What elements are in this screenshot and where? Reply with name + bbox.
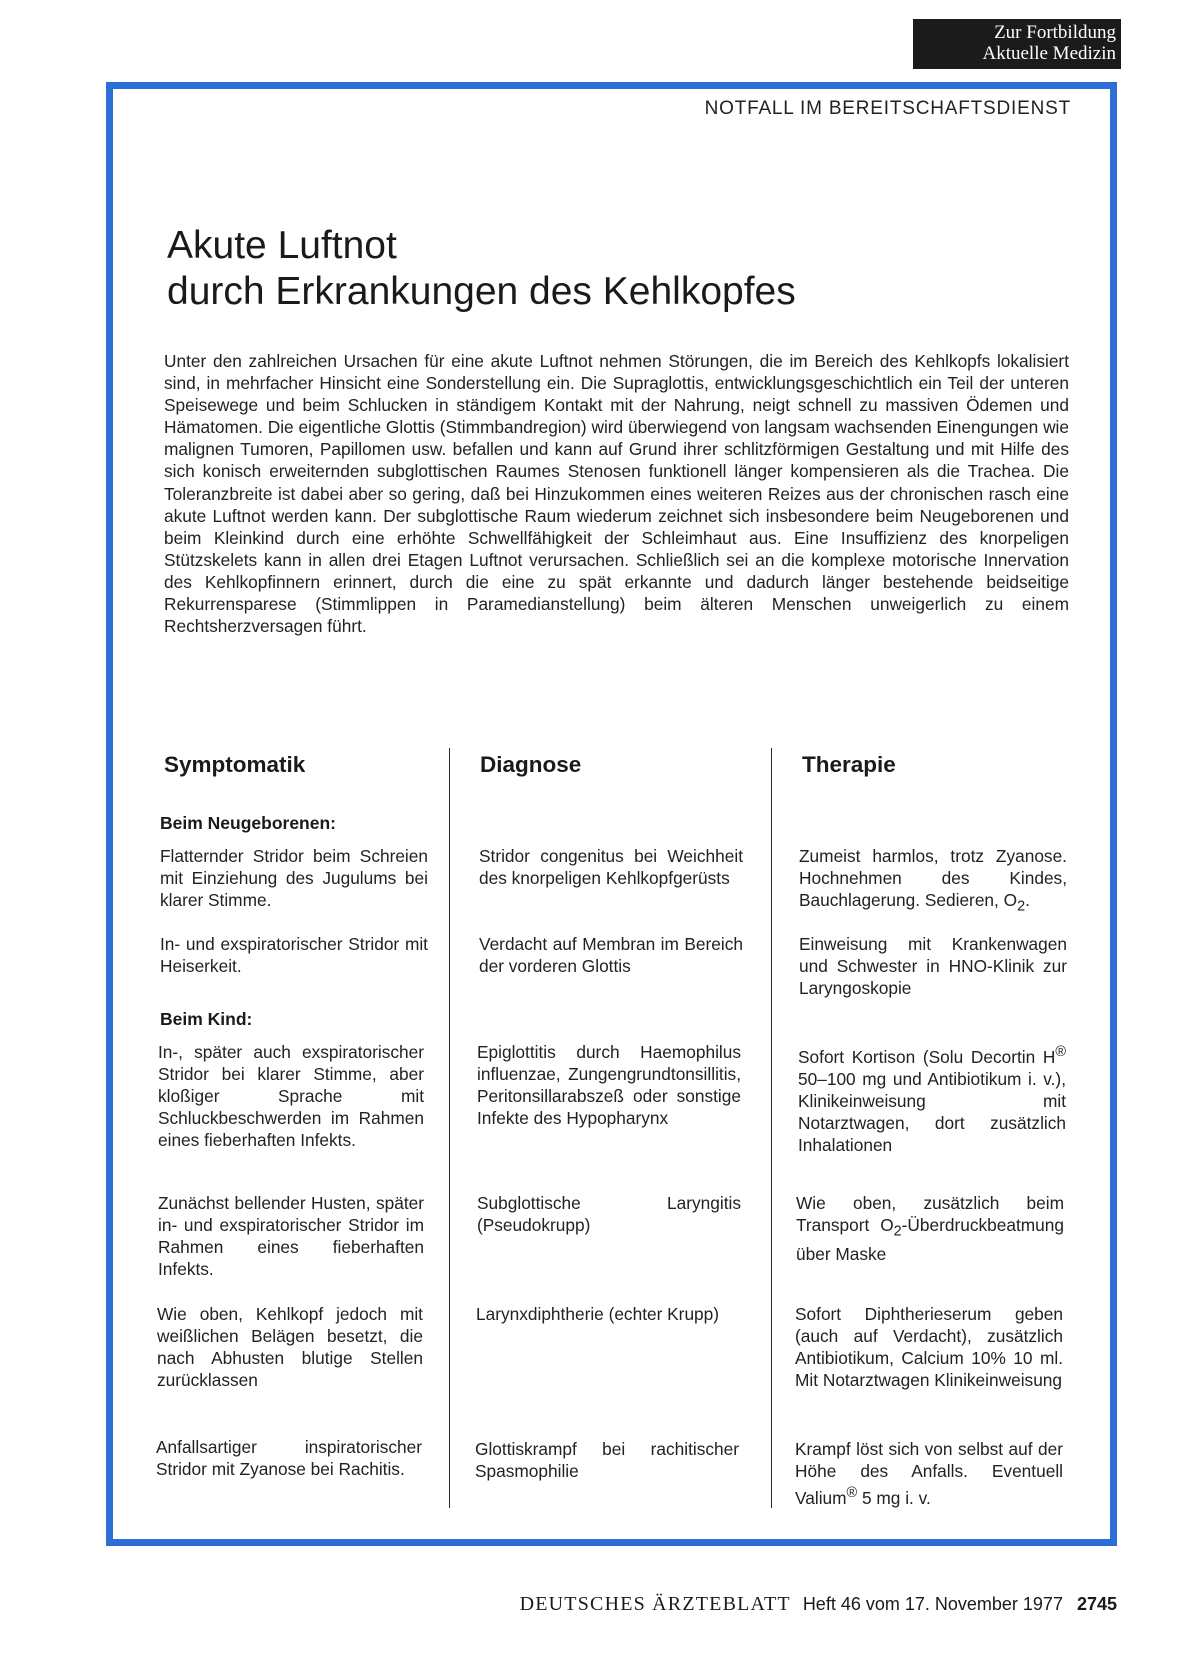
title-line1: Akute Luftnot <box>167 224 397 267</box>
row1-therapie: Zumeist harmlos, trotz Zyanose. Hochnehmen des Kindes, Bauchlagerung. Sedieren, $O_2$. <box>799 846 1067 915</box>
row2-diagnose: Verdacht auf Membran im Bereich der vorderen Glottis <box>479 934 743 977</box>
header-therapie: Therapie <box>802 752 896 777</box>
row4-symptomatik: Zunächst bellender Husten, später in- und exspiratorischer Stridor im Rahmen eines fieberhaften Infekts. <box>158 1193 424 1280</box>
row3-therapie: Sofort Kortison (Solu Decortin H® 50–100 mg und Antibiotikum i. v.), Klinikeinweisung mit Notarztwagen, dort zusätzlich Inhalationen <box>798 1044 1066 1156</box>
row1-symptomatik: Flatternder Stridor beim Schreien mit Einziehung des Jugulums bei klarer Stimme. <box>160 846 428 911</box>
journal-name: DEUTSCHES ÄRZTEBLATT <box>519 1593 791 1615</box>
row2-therapie: Einweisung mit Krankenwagen und Schwester in HNO-Klinik zur Laryngoskopie <box>799 934 1067 999</box>
row6-diagnose: Glottiskrampf bei rachitischer Spasmophilie <box>475 1439 739 1482</box>
section-tag-line1: Zur Fortbildung <box>994 22 1116 43</box>
header-diagnose: Diagnose <box>480 752 582 777</box>
column-divider-2 <box>771 748 772 1508</box>
intro-paragraph: Unter den zahlreichen Ursachen für eine akute Luftnot nehmen Störungen, die im Bereich des Kehlkopfs lokalisiert sind, in mehrfacher Hinsicht eine Sonderstellung ein. Die Supraglottis, entwicklungsgeschichtlich ein Teil der unteren Speisewege und beim Schlucken in ständigem Kontakt mit der Nahrung, neigt schnell zu massiven Ödemen und Hämatomen. Die eigentliche Glottis (Stimmbandregion) wird überwiegend von langsam wachsenden Einengungen wie malignen Tumoren, Papillomen usw. befallen und kann auf Grund ihrer schlitzförmigen Gestaltung und mit Hilfe des sich konisch erweiternden subglottischen Raumes Stenosen funktionell länger kompensieren als die Trachea. Die Toleranzbreite ist dabei aber so gering, daß bei Hinzukommen eines weiteren Reizes aus der chronischen rasch eine akute Luftnot werden kann. Der subglottische Raum wiederum zeichnet sich insbesondere beim Neugeborenen und beim Kleinkind durch eine erhöhte Schwellfähigkeit der Schleimhaut aus. Eine Insuffizienz des knorpeligen Stützskelets kann in allen drei Etagen Luftnot verursachen. Schließlich sei an die komplexe motorische Innervation des Kehlkopfinnern erinnert, durch die eine zu spät erkannte und dadurch länger bestehende beidseitige Rekurrensparese (Stimmlippen in Paramedianstellung) beim älteren Menschen unweigerlich zu einem Rechtsherzversagen führt. <box>164 351 1069 637</box>
group-neugeborene: Beim Neugeborenen: <box>160 813 336 833</box>
page-number: 2745 <box>1076 1594 1117 1614</box>
row4-diagnose: Subglottische Laryngitis (Pseudokrupp) <box>477 1193 741 1236</box>
row5-therapie: Sofort Diphtherieserum geben (auch auf Verdacht), zusätzlich Antibiotikum, Calcium 10% 10 ml. Mit Notarztwagen Klinikeinweisung <box>795 1304 1063 1391</box>
row5-diagnose: Larynxdiphtherie (echter Krupp) <box>476 1304 720 1324</box>
section-tag-line2: Aktuelle Medizin <box>982 43 1116 64</box>
title-line2: durch Erkrankungen des Kehlkopfes <box>167 270 796 313</box>
row3-symptomatik: In-, später auch exspiratorischer Stridor bei klarer Stimme, aber kloßiger Sprache mit Schluckbeschwerden im Rahmen eines fieberhaften Infekts. <box>158 1042 424 1151</box>
row4-therapie: Wie oben, zusätzlich beim Transport $O_2$-Überdruckbeatmung über Maske <box>796 1193 1064 1264</box>
page-footer <box>520 1593 1117 1616</box>
issue-info: Heft 46 vom 17. November 1977 <box>802 1594 1063 1614</box>
row3-diagnose: Epiglottitis durch Haemophilus influenzae, Zungengrundtonsillitis, Peritonsillarabszeß oder sonstige Infekte des Hypopharynx <box>477 1042 741 1129</box>
column-divider-1 <box>449 748 450 1508</box>
group-kind: Beim Kind: <box>160 1009 253 1029</box>
article-title <box>167 223 796 315</box>
row1-diagnose: Stridor congenitus bei Weichheit des knorpeligen Kehlkopfgerüsts <box>479 846 743 889</box>
row5-symptomatik: Wie oben, Kehlkopf jedoch mit weißlichen Belägen besetzt, die nach Abhusten blutige Stellen zurücklassen <box>157 1304 423 1391</box>
header-symptomatik: Symptomatik <box>164 752 306 777</box>
row2-symptomatik: In- und exspiratorischer Stridor mit Heiserkeit. <box>160 934 428 977</box>
row6-therapie: Krampf löst sich von selbst auf der Höhe des Anfalls. Eventuell Valium® 5 mg i. v. <box>795 1439 1063 1508</box>
section-label: NOTFALL IM BEREITSCHAFTSDIENST <box>704 98 1071 119</box>
row6-symptomatik: Anfallsartiger inspiratorischer Stridor mit Zyanose bei Rachitis. <box>156 1437 422 1480</box>
section-tag <box>913 19 1121 69</box>
